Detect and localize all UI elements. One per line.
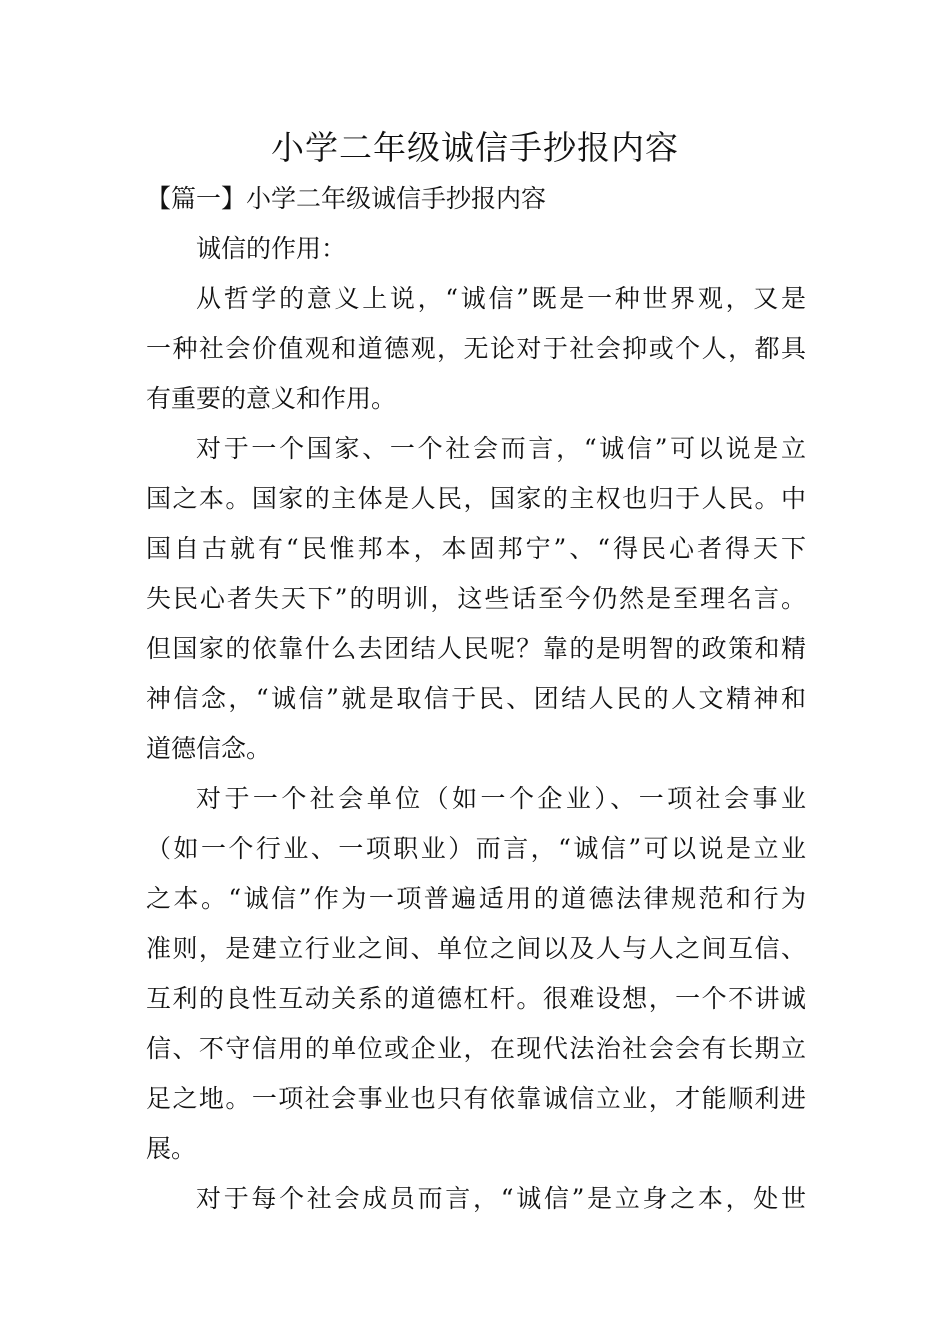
text-line: 展。 (146, 1134, 197, 1163)
text-line: 国之本。国家的主体是人民，国家的主权也归于人民。中 (146, 484, 806, 513)
text-line: 一种社会价值观和道德观，无论对于社会抑或个人，都具 (146, 334, 806, 363)
text-line: 神信念，“诚信”就是取信于民、团结人民的人文精神和 (146, 684, 806, 713)
text-line: 国自古就有“民惟邦本，本固邦宁”、“得民心者得天下 (146, 534, 806, 563)
text-line: 对于一个国家、一个社会而言，“诚信”可以说是立 (196, 434, 806, 463)
text-line: 准则，是建立行业之间、单位之间以及人与人之间互信、 (146, 934, 806, 963)
text-line: 但国家的依靠什么去团结人民呢？靠的是明智的政策和精 (146, 634, 806, 663)
document-title: 小学二年级诚信手抄报内容 (271, 128, 679, 167)
section-heading: 【篇一】小学二年级诚信手抄报内容 (146, 184, 547, 213)
text-line: 之本。“诚信”作为一项普遍适用的道德法律规范和行为 (146, 884, 806, 913)
text-line: 对于每个社会成员而言，“诚信”是立身之本，处世 (196, 1184, 806, 1213)
text-line: 信、不守信用的单位或企业，在现代法治社会会有长期立 (146, 1034, 806, 1063)
text-line: 对于一个社会单位（如一个企业）、一项社会事业 (196, 784, 806, 813)
text-line: 从哲学的意义上说，“诚信”既是一种世界观，又是 (196, 284, 806, 313)
text-line: 互利的良性互动关系的道德杠杆。很难设想，一个不讲诚 (146, 984, 806, 1013)
text-line: （如一个行业、一项职业）而言，“诚信”可以说是立业 (146, 834, 806, 863)
text-line: 有重要的意义和作用。 (146, 384, 397, 413)
text-line: 足之地。一项社会事业也只有依靠诚信立业，才能顺利进 (146, 1084, 806, 1113)
text-line: 失民心者失天下”的明训，这些话至今仍然是至理名言。 (146, 584, 806, 613)
text-line: 诚信的作用： (196, 234, 347, 263)
text-line: 道德信念。 (146, 734, 272, 763)
